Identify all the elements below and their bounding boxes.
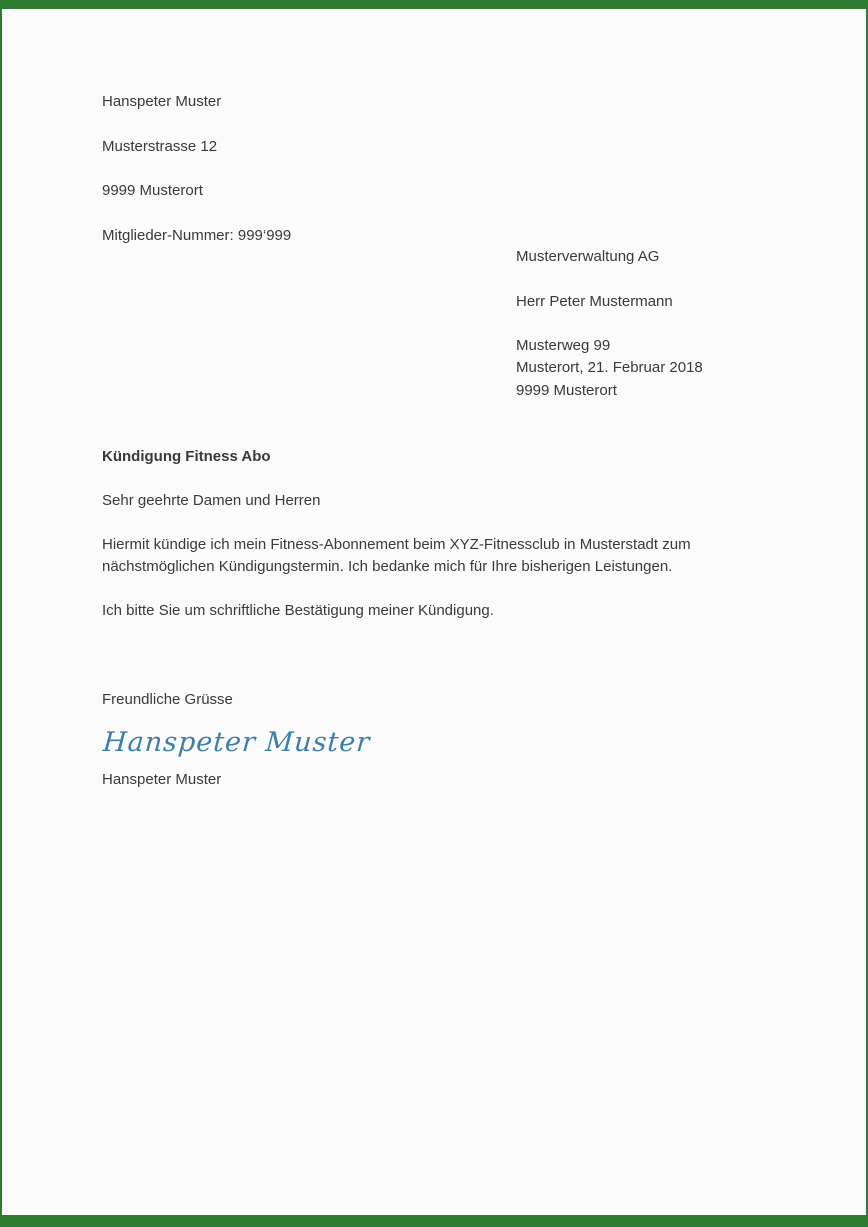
sender-name: Hanspeter Muster — [102, 93, 222, 111]
sender-member-number: Mitglieder-Nummer: 999‘999 — [102, 227, 292, 245]
body-paragraph-1: Hiermit kündige ich mein Fitness-Abonnement beim XYZ-Fitnessclub in Musterstadt zum nächstmöglichen Kündigungstermin. Ich bedanke mich für Ihre bisherigen Leistungen. — [102, 536, 691, 576]
sender-street: Musterstrasse 12 — [102, 137, 218, 155]
date-line: Musterort, 21. Februar 2018 — [516, 359, 703, 376]
recipient-address-block — [516, 224, 673, 425]
recipient-company: Musterverwaltung AG — [516, 248, 660, 266]
printed-signature-name: Hanspeter Muster — [102, 771, 222, 788]
sender-address-block — [102, 69, 291, 270]
salutation: Sehr geehrte Damen und Herren — [102, 492, 321, 509]
sender-city: 9999 Musterort — [102, 182, 203, 200]
closing-line: Freundliche Grüsse — [102, 691, 233, 708]
body-paragraph-2: Ich bitte Sie um schriftliche Bestätigung meiner Kündigung. — [102, 602, 494, 619]
handwritten-signature: Hanspeter Muster — [102, 727, 372, 758]
recipient-contact: Herr Peter Mustermann — [516, 292, 673, 310]
subject-line: Kündigung Fitness Abo — [102, 448, 271, 465]
recipient-city: 9999 Musterort — [516, 382, 617, 400]
recipient-street: Musterweg 99 — [516, 337, 611, 355]
